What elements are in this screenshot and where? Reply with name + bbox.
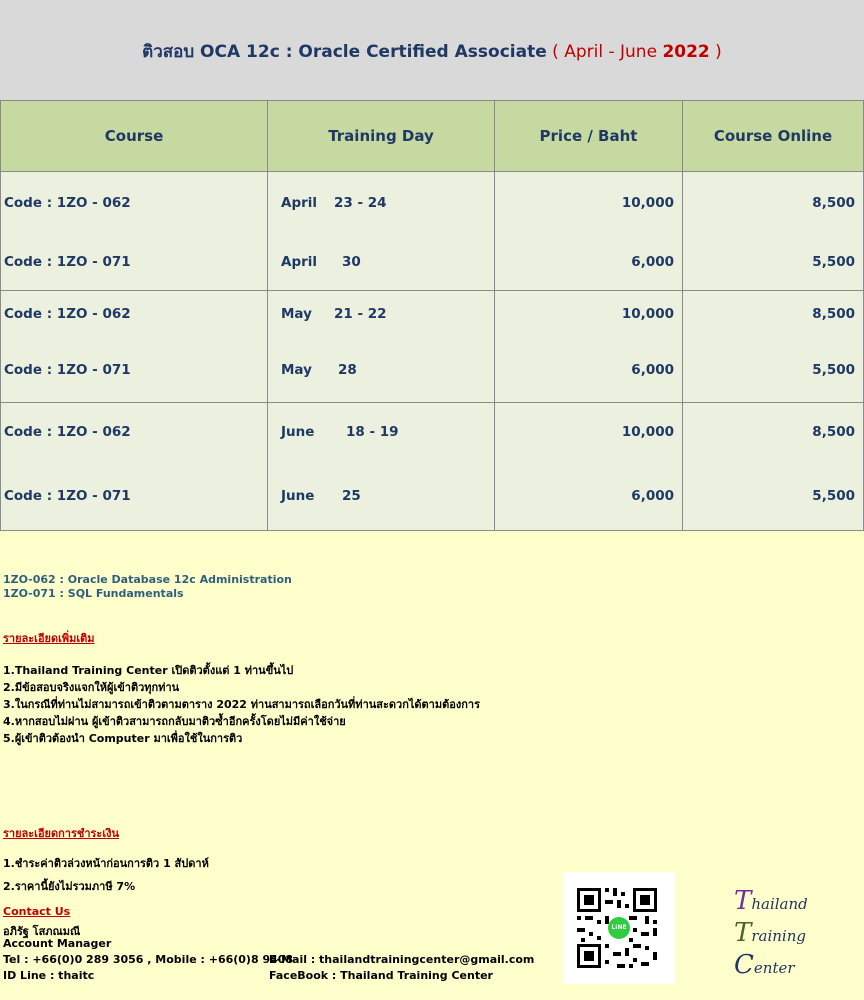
- details-item-5: 5.ผู้เข้าติวต้องนำ Computer มาเพื่อใช้ในการติว: [3, 732, 243, 745]
- cell-price-group-june: [494, 402, 683, 531]
- row5-days: 18 - 19: [346, 424, 399, 440]
- logo-line-center: Center: [734, 950, 795, 980]
- contact-name: อภิรัฐ โสภณมณี: [3, 925, 81, 938]
- cell-day-group-april: [267, 171, 495, 291]
- details-item-4: 4.หากสอบไม่ผ่าน ผู้เข้าติวสามารถกลับมาติวซ้ำอีกครั้งโดยไม่มีค่าใช้จ่าย: [3, 715, 346, 728]
- row1-course: Code : 1ZO - 062: [4, 195, 131, 211]
- details-item-1: 1.Thailand Training Center เปิดติวตั้งแต่ 1 ท่านขึ้นไป: [3, 664, 294, 677]
- company-logo: [682, 870, 864, 995]
- row2-online: 5,500: [812, 254, 855, 270]
- contact-heading[interactable]: Contact Us: [3, 905, 71, 918]
- payment-heading: รายละเอียดการชำระเงิน: [3, 827, 119, 840]
- row1-days: 23 - 24: [334, 195, 387, 211]
- schedule-table: [0, 100, 864, 531]
- line-badge: LINE: [611, 924, 627, 931]
- row4-days: 28: [338, 362, 357, 378]
- title-close-paren: ): [709, 42, 722, 62]
- row4-price: 6,000: [631, 362, 674, 378]
- row5-online: 8,500: [812, 424, 855, 440]
- cell-course-group-june: [0, 402, 268, 531]
- legend-071: 1ZO-071 : SQL Fundamentals: [3, 587, 184, 600]
- row4-month: May: [281, 362, 312, 378]
- row4-online: 5,500: [812, 362, 855, 378]
- row2-days: 30: [342, 254, 361, 270]
- payment-item-2: 2.ราคานี้ยังไม่รวมภาษี 7%: [3, 880, 136, 893]
- row6-course: Code : 1ZO - 071: [4, 488, 131, 504]
- cell-price-group-april: [494, 171, 683, 291]
- contact-email[interactable]: E-Mail : thailandtrainingcenter@gmail.com: [269, 953, 535, 966]
- cell-online-group-april: [682, 171, 864, 291]
- header-course: Course: [0, 100, 268, 172]
- row6-online: 5,500: [812, 488, 855, 504]
- row1-month: April: [281, 195, 318, 211]
- row2-price: 6,000: [631, 254, 674, 270]
- row1-price: 10,000: [621, 195, 674, 211]
- row5-month: June: [281, 424, 315, 440]
- contact-line-id: ID Line : thaitc: [3, 969, 95, 982]
- row5-price: 10,000: [621, 424, 674, 440]
- row6-days: 25: [342, 488, 361, 504]
- contact-facebook[interactable]: FaceBook : Thailand Training Center: [269, 969, 493, 982]
- header-course-online: Course Online: [682, 100, 864, 172]
- details-heading: รายละเอียดเพิ่มเติม: [3, 632, 95, 645]
- contact-tel: Tel : +66(0)0 289 3056 , Mobile : +66(0)8 9408: [3, 953, 294, 966]
- logo-line-training: Training: [734, 918, 806, 948]
- line-qr-code: [563, 872, 675, 984]
- title-main: ติวสอบ OCA 12c : Oracle Certified Associate: [142, 42, 547, 62]
- cell-online-group-june: [682, 402, 864, 531]
- details-item-2: 2.มีข้อสอบจริงแจกให้ผู้เข้าติวทุกท่าน: [3, 681, 180, 694]
- title-banner: [0, 0, 864, 100]
- page-title: [0, 38, 864, 65]
- details-item-3: 3.ในกรณีที่ท่านไม่สามารถเข้าติวตามตาราง 2022 ท่านสามารถเลือกวันที่ท่านสะดวกได้ตามต้องการ: [3, 698, 480, 711]
- title-date-range: ( April - June: [546, 42, 663, 62]
- row3-price: 10,000: [621, 306, 674, 322]
- row5-course: Code : 1ZO - 062: [4, 424, 131, 440]
- row3-month: May: [281, 306, 312, 322]
- row6-price: 6,000: [631, 488, 674, 504]
- row6-month: June: [281, 488, 315, 504]
- logo-line-thailand: Thailand: [734, 886, 808, 916]
- row2-month: April: [281, 254, 318, 270]
- row3-days: 21 - 22: [334, 306, 387, 322]
- legend-062: 1ZO-062 : Oracle Database 12c Administration: [3, 573, 292, 586]
- header-training-day: Training Day: [267, 100, 495, 172]
- row4-course: Code : 1ZO - 071: [4, 362, 131, 378]
- contact-role: Account Manager: [3, 937, 112, 950]
- row3-course: Code : 1ZO - 062: [4, 306, 131, 322]
- header-price: Price / Baht: [494, 100, 683, 172]
- row2-course: Code : 1ZO - 071: [4, 254, 131, 270]
- payment-item-1: 1.ชำระค่าติวล่วงหน้าก่อนการติว 1 สัปดาห์: [3, 857, 209, 870]
- cell-day-group-june: [267, 402, 495, 531]
- row1-online: 8,500: [812, 195, 855, 211]
- title-year: 2022: [662, 42, 710, 62]
- cell-course-group-april: [0, 171, 268, 291]
- row3-online: 8,500: [812, 306, 855, 322]
